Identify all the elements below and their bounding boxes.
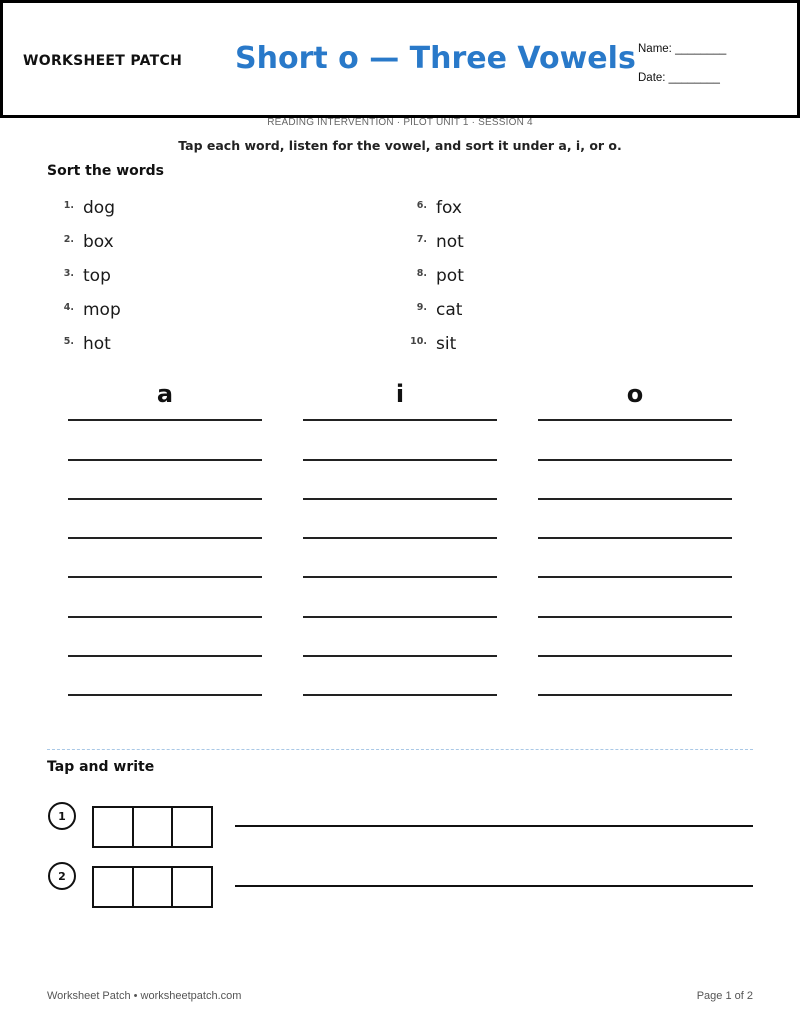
word-number: 8. [416,268,427,279]
letter-box[interactable] [132,808,172,846]
word-text[interactable]: top [83,266,111,286]
word-number: 4. [63,302,74,313]
write-line[interactable] [303,576,497,578]
write-line[interactable] [538,459,732,461]
date-field[interactable]: Date: ________ [638,72,720,84]
letter-box[interactable] [171,808,211,846]
write-line[interactable] [303,459,497,461]
write-line[interactable] [303,537,497,539]
letter-box[interactable] [94,868,132,906]
word-number: 2. [63,234,74,245]
word-text[interactable]: box [83,232,114,252]
word-number: 10. [410,336,427,347]
write-line[interactable] [303,655,497,657]
answer-line[interactable] [235,885,753,887]
write-line[interactable] [303,498,497,500]
write-line[interactable] [303,616,497,618]
word-text[interactable]: hot [83,334,111,354]
word-text[interactable]: mop [83,300,121,320]
letter-boxes[interactable] [92,806,213,848]
brand-name: WORKSHEET PATCH [23,53,183,69]
item-number-badge[interactable]: 2 [48,862,76,890]
write-line[interactable] [538,537,732,539]
name-field[interactable]: Name: ________ [638,43,727,55]
section-divider [47,749,753,750]
write-line[interactable] [303,694,497,696]
word-text[interactable]: pot [436,266,464,286]
word-text[interactable]: sit [436,334,457,354]
write-line[interactable] [538,576,732,578]
item-number-badge[interactable]: 1 [48,802,76,830]
write-line[interactable] [303,419,497,421]
word-text[interactable]: fox [436,198,462,218]
word-number: 5. [63,336,74,347]
write-line[interactable] [68,576,262,578]
write-line[interactable] [68,537,262,539]
letter-box[interactable] [171,868,211,906]
word-text[interactable]: cat [436,300,463,320]
answer-line[interactable] [235,825,753,827]
write-line[interactable] [538,694,732,696]
session-subtitle: READING INTERVENTION · PILOT UNIT 1 · SESSION 4 [267,117,533,128]
word-number: 1. [63,200,74,211]
write-line[interactable] [68,419,262,421]
write-line[interactable] [68,498,262,500]
write-line[interactable] [538,498,732,500]
letter-box[interactable] [94,808,132,846]
word-number: 6. [416,200,427,211]
column-heading-i: i [395,380,405,408]
column-heading-a: a [156,380,174,408]
word-number: 3. [63,268,74,279]
tap-section-title: Tap and write [47,759,155,775]
write-line[interactable] [68,655,262,657]
letter-boxes[interactable] [92,866,213,908]
word-text[interactable]: dog [83,198,115,218]
write-line[interactable] [68,694,262,696]
worksheet-title: Short o — Three Vowels [235,41,636,76]
write-line[interactable] [538,616,732,618]
footer-page-number: Page 1 of 2 [696,990,753,1002]
write-line[interactable] [538,419,732,421]
sort-section-title: Sort the words [47,163,165,179]
write-line[interactable] [68,459,262,461]
footer-site: Worksheet Patch • worksheetpatch.com [47,990,242,1002]
instructions: Tap each word, listen for the vowel, and sort it under a, i, or o. [178,138,622,153]
write-line[interactable] [538,655,732,657]
word-number: 9. [416,302,427,313]
letter-box[interactable] [132,868,172,906]
worksheet-header [0,0,800,118]
column-heading-o: o [626,380,644,408]
write-line[interactable] [68,616,262,618]
word-number: 7. [416,234,427,245]
word-text[interactable]: not [436,232,464,252]
